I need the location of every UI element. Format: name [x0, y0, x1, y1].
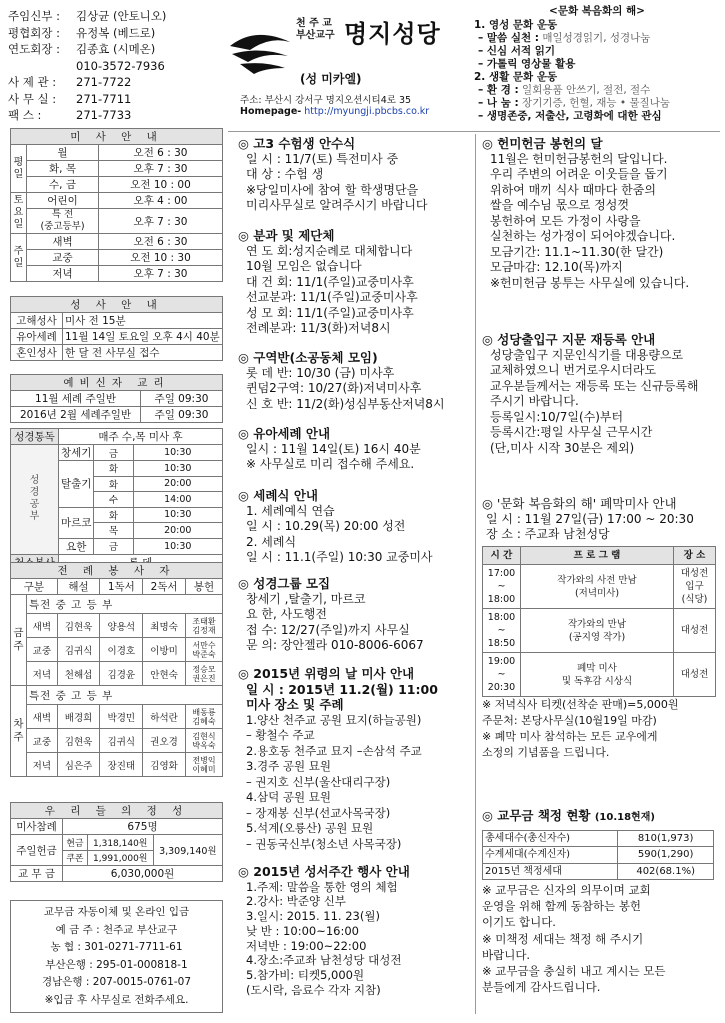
parish-fee-table	[482, 830, 714, 881]
mass-row	[11, 193, 223, 209]
divider	[475, 134, 476, 1014]
notice-line: 5.참가비: 티켓5,000원	[246, 968, 365, 983]
church-line2: 부산교구	[296, 30, 335, 41]
notice-line: 4.장소:주교좌 남천성당 대성전	[246, 953, 402, 968]
notice-line: 실천하는 성가정이 되어야겠습니다.	[490, 229, 676, 243]
notice-line: 3.일시: 2015. 11. 23(월)	[246, 909, 380, 924]
staff-label: 주임신부 :	[8, 9, 60, 23]
sacrament-row	[11, 345, 223, 361]
notice-title: ◎ 2015년 성서주간 행사 안내	[238, 864, 410, 879]
staff-value: 김상균 (안토니오)	[76, 9, 167, 23]
notice-line: 주시기 바랍니다.	[490, 394, 579, 408]
program-time: 18:00 ~ 18:50	[483, 609, 521, 653]
staff-row	[8, 107, 178, 124]
notice-line: 4.삼덕 공원 묘원	[246, 790, 331, 804]
bible-row	[11, 445, 223, 461]
bank-info	[10, 900, 223, 1013]
altar-head-row	[11, 579, 223, 595]
staff-label: 사 무 실 :	[8, 91, 57, 106]
altar-row	[11, 595, 223, 614]
bible-book: 마르코	[59, 507, 94, 538]
altar-mass: 교중	[27, 729, 58, 753]
catechumen-table: 예비신자 교리 11월 세례 주일반 주일 09:30 2016년 2월 세례주일반 주일 09:30	[10, 374, 223, 423]
program-head-cell: 시 간	[483, 546, 521, 565]
notice-line: 운영을 위해 함께 동참하는 봉헌	[482, 899, 642, 914]
exam-blessing-notice	[238, 136, 428, 214]
notice-line: 2.용호동 천주교 묘지 –손삼석 주교	[246, 743, 422, 758]
altar-row	[11, 614, 223, 638]
notice-line: 대 상 : 수험 생	[246, 167, 324, 181]
notice-line: 5.석계(오룡산) 공원 묘원	[246, 821, 374, 835]
mass-time: 오후 7 : 30	[99, 161, 223, 177]
catechumen-time: 주일 09:30	[141, 407, 223, 423]
bank-line: 부산은행 : 295-01-000818-1	[45, 958, 188, 971]
altar-person: 김영화	[143, 753, 186, 777]
bible-day: 화	[94, 461, 133, 477]
sacrament-info: 미사 전 15분	[63, 313, 223, 329]
altar-person: 배동룡 김혜숙	[185, 705, 222, 729]
bible-day: 금	[94, 445, 133, 461]
mass-day: 새벽	[27, 234, 99, 250]
bible-side-label: 성 경 공 부	[11, 445, 59, 555]
altar-week-label: 차 주	[11, 686, 27, 777]
program-row	[483, 609, 716, 653]
notice-line: 쌀을 예수님 몫으로 정성껏	[490, 198, 629, 212]
sacrament-table: 성 사 안 내 고해성사 미사 전 15분 유아세례 11월 14일 토요일 오후 4시 40분 혼인성사 한 달 전 사무실 접수	[10, 296, 223, 361]
altar-person: 전병익 이혜미	[185, 753, 222, 777]
mass-day: 어린이	[27, 193, 99, 209]
staff-contacts	[8, 8, 178, 124]
notice-line: 주문처: 본당사무실(10월19일 마감)	[482, 714, 657, 727]
theme-item-label: – 나 눔 :	[478, 97, 519, 109]
mass-time: 오후 7 : 30	[99, 266, 223, 282]
notice-line: 성 모 회: 11/1(주일)교중미사후	[246, 305, 414, 320]
church-name: 명지성당	[344, 20, 441, 48]
notice-line: 우리 주변의 어려운 이웃들을 돕기	[490, 167, 668, 181]
sacrament-row	[11, 329, 223, 345]
notice-line: 이기도 합니다.	[482, 915, 556, 930]
bible-day: 화	[94, 476, 133, 492]
notice-line: 일시 : 11월 14일(토) 16시 40분	[246, 441, 421, 456]
altar-head-cell: 구분	[11, 579, 58, 595]
notice-line: ※당일미사에 참여 할 학생명단을	[246, 182, 419, 197]
notice-title: ◎ 성경그룹 모집	[238, 576, 331, 591]
bible-book: 탈출기	[59, 461, 94, 508]
notice-line: 연 도 회:성지순례로 대체합니다	[246, 243, 413, 258]
notice-title: ◎ 2015년 위령의 날 미사 안내	[238, 666, 415, 681]
notice-line: ※ 교무금을 충실히 내고 계시는 모든	[482, 964, 666, 979]
bible-day: 목	[94, 523, 133, 539]
notice-line: 롯 데 반: 10/30 (금) 미사후	[246, 365, 395, 380]
altar-mass: 저녁	[27, 753, 58, 777]
mass-day-group: 주 일	[11, 234, 27, 282]
program-title: 폐막 미사 및 독후감 시상식	[521, 653, 674, 697]
divider	[228, 131, 720, 132]
sacrament-name: 혼인성사	[11, 345, 63, 361]
notice-line: 문 의: 장안젤라 010-8006-6067	[246, 638, 424, 652]
notice-line: ※ 미책정 세대는 책정 해 주시기	[482, 931, 644, 946]
altar-special: 특전 중 고 등 부	[27, 686, 223, 705]
theme-item	[474, 58, 720, 71]
mass-time: 오전 10 : 00	[99, 177, 223, 193]
parish-fee-row	[483, 863, 714, 880]
notice-line: 성당출입구 지문인식기를 대용량으로	[490, 347, 684, 362]
catechumen-time: 주일 09:30	[141, 391, 223, 407]
staff-value: 271-7722	[76, 75, 132, 89]
sacrament-info: 11월 14일 토요일 오후 4시 40분	[63, 329, 223, 345]
altar-mass: 새벽	[27, 705, 58, 729]
notice-line: 선교분과: 11/1(주일)교중미사후	[246, 290, 418, 304]
notice-line: 대 건 회: 11/1(주일)교중미사후	[246, 274, 414, 289]
mass-day: 월	[27, 145, 99, 161]
theme-item	[474, 45, 720, 58]
notice-line: 신 호 반: 11/2(화)성심부동산저녁8시	[246, 396, 445, 411]
notice-title: ◎ '문화 복음화의 해' 폐막미사 안내	[482, 496, 677, 511]
notice-line: 1. 세례예식 연습	[246, 503, 335, 518]
notice-line: 퀸덤2구역: 10/27(화)저녁미사후	[246, 381, 422, 395]
parish-fee-label: 총세대수(총신자수)	[483, 830, 618, 847]
notice-line: – 권동국신부(청소년 사목국장)	[246, 836, 402, 851]
mass-time: 오전 6 : 30	[99, 145, 223, 161]
altar-person: 심은주	[57, 753, 100, 777]
altar-person: 배경희	[57, 705, 100, 729]
staff-value: 010-3572-7936	[76, 58, 165, 73]
mass-schedule-table: 미 사 안 내 평 일 월 오전 6 : 30 화, 목 오후 7 : 30 수, 금 오전 10 : 00 토 요 일 어린이 오후 4 : 00 특 전 (중고등부) 오후 7 : 30 주 일 새벽 오전 6 : 30 교중 오전 10 : 30 저녁 오후 7 : 30	[10, 128, 223, 282]
scripture-week-notice	[238, 864, 410, 998]
notice-line: 1.양산 천주교 공원 묘지(하늘공원)	[246, 712, 422, 727]
notice-line: 일 시 : 11/7(토) 특전미사 중	[246, 151, 399, 166]
bible-study-table: 성경통독 매주 수,목 미사 후 성 경 공 부 창세기 금 10:30 탈출기 화 10:30 화 20:00 수 14:00 마르코 화 10:30 목 20:00 요한 금 10:30	[10, 428, 223, 571]
notice-line: – 권지호 신부(울산대리구장)	[246, 774, 391, 789]
notice-line: 등록일시:10/7일(수)부터	[490, 409, 624, 424]
church-affiliation	[296, 18, 335, 42]
entrance-fingerprint-notice	[482, 332, 699, 456]
catechumen-class: 2016년 2월 세례주일반	[11, 407, 141, 423]
notice-line: 창세기 ,탈출기, 마르코	[246, 591, 366, 606]
altar-row	[11, 638, 223, 662]
bible-time: 10:30	[133, 445, 222, 461]
parish-fee-value: 590(1,290)	[618, 847, 714, 864]
staff-row	[8, 58, 178, 75]
notice-line: 11월은 헌미헌금봉헌의 달입니다.	[490, 151, 668, 166]
staff-row	[8, 41, 178, 58]
sacrament-info: 한 달 전 사무실 접수	[63, 345, 223, 361]
notice-line: 바랍니다.	[482, 947, 531, 962]
theme-heading: 1. 영성 문화 운동	[474, 19, 558, 31]
bible-time: 10:30	[133, 507, 222, 523]
bank-line: 교무금 자동이체 및 온라인 입금	[43, 906, 190, 918]
theme-item	[474, 32, 720, 45]
notice-line: 요 한, 사도행전	[246, 607, 327, 621]
mass-row	[11, 250, 223, 266]
altar-head-cell: 2독서	[143, 579, 186, 595]
year-theme-box	[474, 5, 720, 123]
altar-person: 이방미	[143, 638, 186, 662]
baptism-notice	[238, 488, 433, 566]
notice-title: ◎ 헌미헌금 봉헌의 달	[482, 136, 603, 151]
notice-line: ※헌미헌금 봉투는 사무실에 있습니다.	[490, 275, 690, 290]
notice-title: ◎ 교무금 책정 현황 (10.18현재)	[482, 808, 655, 823]
parish-fee-label: 2015년 책정세대	[483, 863, 618, 880]
notice-title: ◎ 고3 수험생 안수식	[238, 136, 356, 151]
notice-line: 위하여 매끼 식사 때마다 한줌의	[490, 182, 656, 197]
notice-date: 일 시 : 2015년 11.2(월) 11:00	[246, 681, 438, 697]
homepage-link[interactable]: http://myungji.pbcbs.co.kr	[304, 106, 430, 117]
altar-row	[11, 729, 223, 753]
altar-servers-table: 전 례 봉 사 자 구분 해설 1독서 2독서 봉헌 금 주 특전 중 고 등 부 새벽 김현욱 양용석 최명숙 조태환 김정재 교중 김귀식 이경호 이방미 서만수 박준숙 저녁 천해섭 김경윤 안현숙 정승모 권은진 차 주 특전 중 고 등 부 새벽 배경희 박경민 하석란 배동룡 김혜숙 교중 김현욱 김귀식 권오경 김현식 박옥숙 저녁 심은주 장진태 김영화 전병익 이혜미	[10, 562, 223, 777]
theme-item-detail: 일회용품 안쓰기, 절전, 절수	[522, 84, 651, 96]
sacrament-name: 고해성사	[11, 313, 63, 329]
notice-line: 3.경주 공원 묘원	[246, 759, 331, 773]
altar-person: 안현숙	[143, 662, 186, 686]
mass-day: 교중	[27, 250, 99, 266]
notice-line: 소정의 기념품을 드립니다.	[482, 746, 610, 759]
staff-label: 사 제 관 :	[8, 75, 57, 89]
notice-line: 교체하였으니 번거로우시더라도	[490, 363, 657, 377]
program-time: 19:00 ~ 20:30	[483, 653, 521, 697]
altar-person: 김현욱	[57, 729, 100, 753]
bible-book: 창세기	[59, 445, 94, 461]
all-souls-mass-notice	[238, 666, 438, 852]
altar-head-cell: 해설	[57, 579, 100, 595]
altar-person: 장진태	[100, 753, 143, 777]
altar-row	[11, 662, 223, 686]
altar-week-label: 금 주	[11, 595, 27, 686]
notice-line: 2.강사: 박준양 신부	[246, 894, 346, 909]
notice-title: ◎ 유아세례 안내	[238, 426, 331, 441]
notice-line: 2. 세례식	[246, 534, 297, 549]
mass-time: 오전 10 : 30	[99, 250, 223, 266]
notice-line: 미리사무실로 알려주시기 바랍니다	[246, 198, 428, 212]
notice-line: 일 시 : 11.1(주일) 10:30 교중미사	[246, 550, 433, 564]
parish-fee-notice	[482, 808, 718, 995]
notice-line: 10월 모임은 없습니다	[246, 259, 362, 273]
altar-person: 김경윤	[100, 662, 143, 686]
bible-day: 금	[94, 538, 133, 554]
theme-item-label: – 가톨릭 영상물 활용	[478, 58, 576, 70]
notice-line: 저녁반 : 19:00~22:00	[246, 938, 367, 953]
parish-fee-row	[483, 847, 714, 864]
notice-line: – 장재봉 신부(선교사목국장)	[246, 805, 391, 820]
altar-person: 양용석	[100, 614, 143, 638]
bible-time: 20:00	[133, 523, 222, 539]
program-title: 작가와의 만남 (공지영 작가)	[521, 609, 674, 653]
mass-row	[11, 161, 223, 177]
catechumen-row	[11, 407, 223, 423]
notice-line: 접 수: 12/27(주일)까지 사무실	[246, 622, 410, 637]
program-head-cell: 장 소	[674, 546, 716, 565]
altar-person: 천해섭	[57, 662, 100, 686]
notice-line: ※ 저녁식사 티켓(선착순 판매)=5,000원	[482, 698, 679, 711]
bible-day: 수	[94, 492, 133, 508]
program-row	[483, 565, 716, 609]
altar-person: 김현식 박옥숙	[185, 729, 222, 753]
altar-person: 김귀식	[100, 729, 143, 753]
sacrament-name: 유아세례	[11, 329, 63, 345]
theme-item-label: – 환 경 :	[478, 84, 519, 96]
parish-fee-value: 810(1,973)	[618, 830, 714, 847]
bible-book: 요한	[59, 538, 94, 554]
notice-title-date: (10.18현재)	[594, 812, 655, 823]
altar-person: 하석란	[143, 705, 186, 729]
closing-program-table	[482, 546, 716, 698]
staff-label: 연도회장 :	[8, 42, 60, 56]
theme-item-label: – 신심 서적 읽기	[478, 45, 556, 57]
notice-line: 봉헌하여 모든 가정이 사랑을	[490, 213, 641, 228]
rice-donation-notice	[482, 136, 689, 291]
sacrament-row	[11, 313, 223, 329]
bible-time: 14:00	[133, 492, 222, 508]
mass-row	[11, 177, 223, 193]
staff-label: 평협회장 :	[8, 25, 60, 40]
altar-person: 조태환 김정재	[185, 614, 222, 638]
altar-person: 박경민	[100, 705, 143, 729]
theme-item	[474, 84, 720, 97]
notice-place: 장 소 : 주교좌 남천성당	[486, 527, 610, 541]
altar-person: 권오경	[143, 729, 186, 753]
notice-line: 등록시간:평일 사무실 근무시간	[490, 425, 653, 439]
theme-item-label: – 말씀 실천 :	[478, 32, 539, 44]
notice-title: ◎ 구역반(소공동체 모임)	[238, 350, 378, 365]
notice-line: 교우분들께서는 재등록 또는 신규등록해	[490, 378, 699, 393]
bible-day: 화	[94, 507, 133, 523]
bank-line: 경남은행 : 207-0015-0761-07	[42, 976, 191, 988]
bible-time: 10:30	[133, 461, 222, 477]
staff-label: 팩 스 :	[8, 108, 42, 122]
mass-day: 특 전 (중고등부)	[27, 209, 99, 234]
bible-time: 10:30	[133, 538, 222, 554]
bank-line: 농 협 : 301-0271-7711-61	[50, 941, 183, 953]
program-time: 17:00 ~ 18:00	[483, 565, 521, 609]
notice-title: ◎ 성당출입구 지문 재등록 안내	[482, 332, 656, 347]
program-title: 작가와의 사전 만남 (저녁미사)	[521, 565, 674, 609]
dove-emblem-icon	[230, 35, 290, 74]
district-meetings-notice	[238, 350, 445, 412]
altar-person: 김귀식	[57, 638, 100, 662]
mass-day: 화, 목	[27, 161, 99, 177]
altar-row	[11, 753, 223, 777]
offering-table: 우 리 들 의 정 성 미사참례 675명 주일헌금 현금 1,318,140원 3,309,140원 쿠폰 1,991,000원 교 무 금 6,030,000원	[10, 802, 223, 882]
notice-line: ※ 교무금은 신자의 의무이며 교회	[482, 883, 651, 897]
mass-time: 오전 6 : 30	[99, 234, 223, 250]
bank-line: ※입금 후 사무실로 전화주세요.	[44, 993, 189, 1006]
staff-row	[8, 74, 178, 91]
altar-head-cell: 1독서	[100, 579, 143, 595]
bank-line: 예 금 주 : 천주교 부산교구	[55, 923, 178, 936]
program-head-cell: 프 로 그 램	[521, 546, 674, 565]
notice-line: 모금마감: 12.10(목)까지	[490, 260, 623, 274]
catechumen-row	[11, 391, 223, 407]
mass-row	[11, 266, 223, 282]
staff-row	[8, 91, 178, 108]
notice-line: 낮 반 : 10:00~16:00	[246, 923, 359, 938]
parish-fee-value: 402(68.1%)	[618, 863, 714, 880]
altar-person: 이경호	[100, 638, 143, 662]
notice-date: 일 시 : 11월 27일(금) 17:00 ~ 20:30	[486, 511, 694, 526]
group-meetings-notice	[238, 228, 418, 337]
theme-item-label: – 생명존중, 저출산, 고령화에 대한 관심	[478, 110, 662, 122]
church-line1: 천 주 교	[296, 18, 332, 29]
notice-line: 1.주제: 말씀을 통한 영의 체험	[246, 879, 398, 894]
program-place: 대성전	[674, 609, 716, 653]
staff-value: 271-7711	[76, 91, 132, 106]
theme-title: <문화 복음화의 해>	[549, 5, 645, 17]
catechumen-class: 11월 세례 주일반	[11, 391, 141, 407]
program-place: 대성전	[674, 653, 716, 697]
notice-line: 분들에게 감사드립니다.	[482, 980, 601, 995]
theme-item	[474, 110, 720, 123]
program-head-row	[483, 546, 716, 565]
mass-time: 오후 4 : 00	[99, 193, 223, 209]
staff-value: 271-7733	[76, 108, 132, 122]
altar-mass: 교중	[27, 638, 58, 662]
mass-day: 저녁	[27, 266, 99, 282]
notice-line: (단,미사 시작 30분은 제외)	[490, 440, 635, 455]
altar-head-cell: 봉헌	[185, 579, 222, 595]
program-row	[483, 653, 716, 697]
theme-heading: 2. 생활 문화 운동	[474, 71, 558, 83]
closing-mass-notice	[482, 496, 718, 761]
infant-baptism-notice	[238, 426, 421, 473]
altar-person: 최명숙	[143, 614, 186, 638]
staff-row	[8, 25, 178, 42]
mass-day-group: 토 요 일	[11, 193, 27, 234]
homepage: Homepage- http://myungji.pbcbs.co.kr	[240, 106, 430, 117]
notice-line: 일 시 : 10.29(목) 20:00 성전	[246, 519, 406, 533]
notice-title: ◎ 분과 및 제단체	[238, 228, 335, 243]
parish-fee-label: 수계세대(수계신자)	[483, 847, 618, 864]
notice-line: 모금기간: 11.1~11.30(한 달간)	[490, 244, 664, 259]
church-address: 주소: 부산시 강서구 명지오션시티4로 35	[240, 95, 412, 106]
mass-row	[11, 145, 223, 161]
notice-line: ※ 폐막 미사 참석하는 모든 교우에게	[482, 730, 658, 743]
notice-line: – 황철수 주교	[246, 728, 315, 742]
mass-time: 오후 7 : 30	[99, 209, 223, 234]
staff-value: 김종효 (시메온)	[76, 42, 156, 56]
altar-row	[11, 705, 223, 729]
parish-fee-row	[483, 830, 714, 847]
program-place: 대성전 입구 (식당)	[674, 565, 716, 609]
altar-row	[11, 686, 223, 705]
notice-title: ◎ 세례식 안내	[238, 488, 318, 503]
altar-special: 특전 중 고 등 부	[27, 595, 223, 614]
mass-day-group: 평 일	[11, 145, 27, 193]
altar-mass: 새벽	[27, 614, 58, 638]
notice-line: 전례분과: 11/3(화)저녁8시	[246, 321, 391, 335]
notice-subtitle: 미사 장소 및 주례	[246, 697, 344, 712]
bible-group-recruit-notice	[238, 576, 424, 654]
theme-item-detail: 매일성경읽기, 성경나눔	[542, 32, 651, 44]
theme-item	[474, 97, 720, 110]
bible-time: 20:00	[133, 476, 222, 492]
altar-person: 서만수 박준숙	[185, 638, 222, 662]
mass-row	[11, 209, 223, 234]
staff-row	[8, 8, 178, 25]
altar-person: 김현욱	[57, 614, 100, 638]
patron-saint: (성 미카엘)	[300, 72, 362, 86]
notice-line: ※ 사무실로 미리 접수해 주세요.	[246, 457, 415, 471]
altar-mass: 저녁	[27, 662, 58, 686]
theme-item-detail: 장기기증, 헌혈, 재능 • 물질나눔	[522, 97, 670, 109]
mass-day: 수, 금	[27, 177, 99, 193]
notice-line: (도시락, 음료수 각자 지참)	[246, 983, 381, 998]
staff-value: 유정복 (베드로)	[76, 25, 156, 40]
mass-row	[11, 234, 223, 250]
altar-person: 정승모 권은진	[185, 662, 222, 686]
